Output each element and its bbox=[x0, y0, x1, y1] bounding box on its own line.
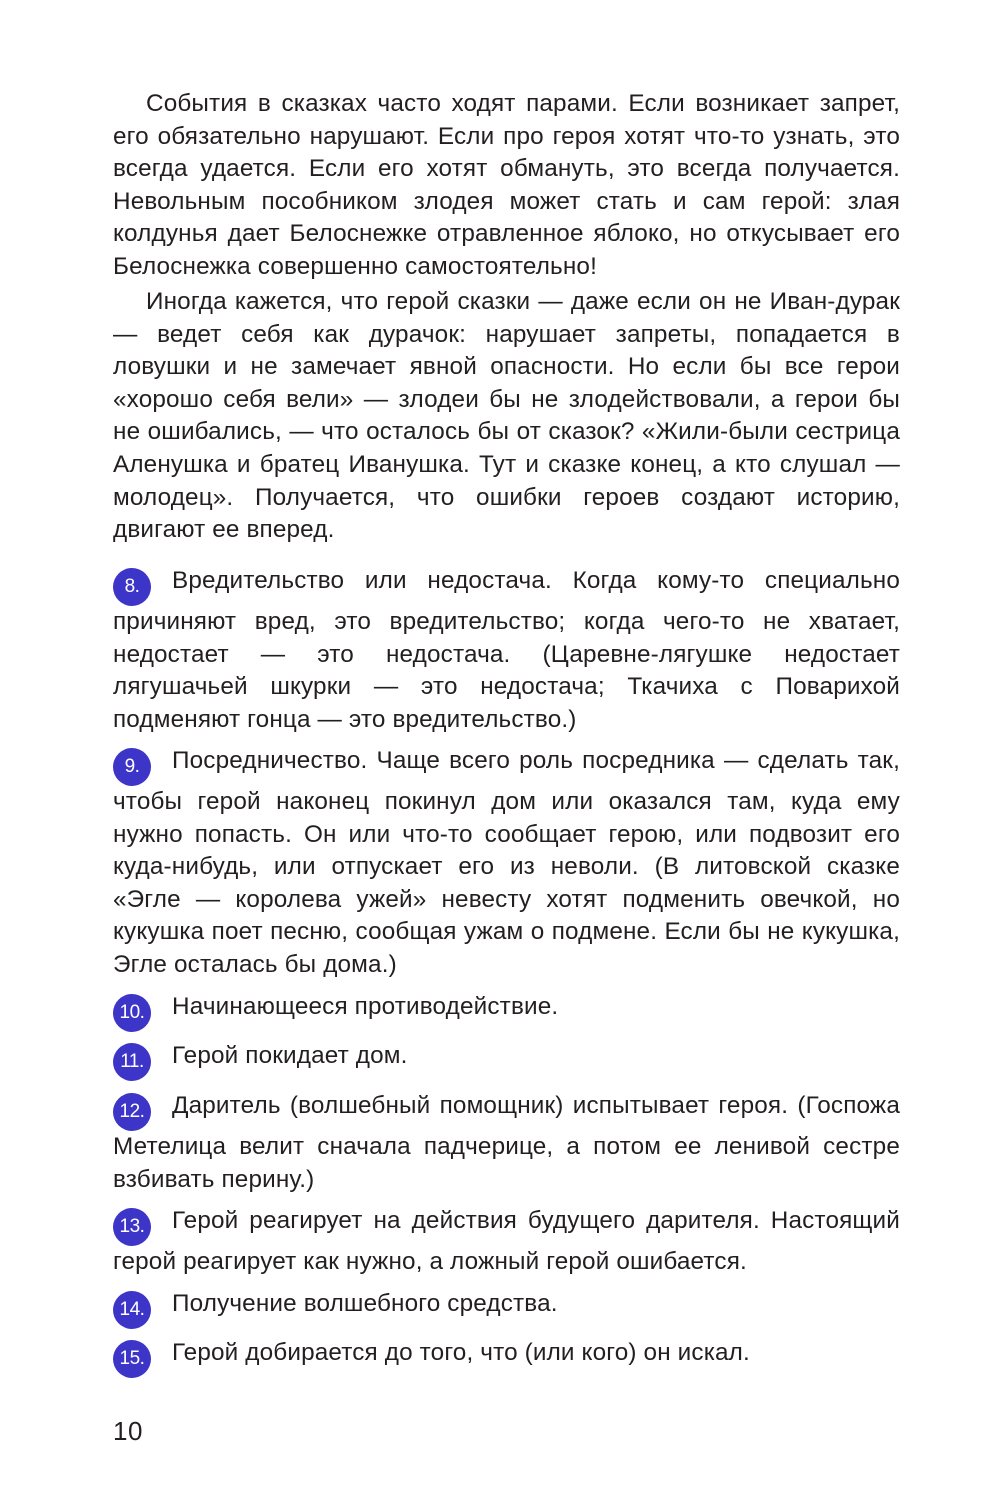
number-badge: 9. bbox=[113, 748, 151, 786]
number-badge: 11. bbox=[113, 1043, 151, 1081]
paragraph-1: События в сказках часто ходят парами. Если возникает запрет, его обязательно нарушают. Если про героя хотят что-то узнать, это всегда удается. Если его хотят обмануть, это всегда получается. Невольным пособником злодея может стать и сам герой: злая колдунья дает Белоснежке отравленное яблоко, но откусывает его Белоснежка совершенно самостоятельно! bbox=[113, 90, 900, 280]
list-item-text: Герой реагирует на действия будущего дарителя. Настоящий герой реагирует как нужно, а ложный герой ошибается. bbox=[113, 1207, 900, 1275]
list-item-9 bbox=[113, 745, 900, 982]
number-badge: 8. bbox=[113, 568, 151, 606]
list-item-text: Даритель (волшебный помощник) испытывает героя. (Госпожа Метелица велит сначала падчерице, а потом ее ленивой сестре взбивать перину.) bbox=[113, 1092, 900, 1193]
number-badge: 13. bbox=[113, 1208, 151, 1246]
page-number: 10 bbox=[113, 1416, 143, 1446]
list-item-10 bbox=[113, 991, 900, 1032]
list-item-text: Начинающееся противодействие. bbox=[172, 993, 559, 1020]
number-badge: 15. bbox=[113, 1340, 151, 1378]
list-item-11 bbox=[113, 1040, 900, 1081]
list-item-text: Посредничество. Чаще всего роль посредника — сделать так, чтобы герой наконец покинул дом или оказался там, куда ему нужно попасть. Он или что-то сообщает герою, или подвозит его куда-нибудь, или отпускает его из неволи. (В литовской сказке «Эгле — королева ужей» невесту хотят подменить овечкой, но кукушка поет песню, сообщая ужам о подмене. Если бы не кукушка, Эгле осталась бы дома.) bbox=[113, 747, 900, 978]
list-item-8 bbox=[113, 565, 900, 736]
list-item-14 bbox=[113, 1288, 900, 1329]
list-item-text: Герой добирается до того, что (или кого) он искал. bbox=[172, 1339, 750, 1366]
list-item-text: Вредительство или недостача. Когда кому-то специально причиняют вред, это вредительство; когда чего-то не хватает, недостает — это недостача. (Царевне-лягушке недостает лягушачьей шкурки — это недостача; Ткачиха с Поварихой подменяют гонца — это вредительство.) bbox=[113, 567, 900, 733]
paragraph-2: Иногда кажется, что герой сказки — даже если он не Иван-дурак — ведет себя как дурачок: нарушает запреты, попадается в ловушки и не замечает явной опасности. Но если бы все герои «хорошо себя вели» — злодеи бы не злодействовали, а герои бы не ошибались, — что осталось бы от сказок? «Жили-были сестрица Аленушка и братец Иванушка. Тут и сказке конец, а кто слушал — молодец». Получается, что ошибки героев создают историю, двигают ее вперед. bbox=[113, 288, 900, 544]
list-item-12 bbox=[113, 1090, 900, 1196]
number-badge: 14. bbox=[113, 1291, 151, 1329]
book-page bbox=[113, 0, 900, 1495]
list-item-15 bbox=[113, 1337, 900, 1378]
number-badge: 12. bbox=[113, 1093, 151, 1131]
list-item-text: Герой покидает дом. bbox=[172, 1042, 408, 1069]
list-item-13 bbox=[113, 1205, 900, 1279]
list-item-text: Получение волшебного средства. bbox=[172, 1290, 558, 1317]
number-badge: 10. bbox=[113, 994, 151, 1032]
